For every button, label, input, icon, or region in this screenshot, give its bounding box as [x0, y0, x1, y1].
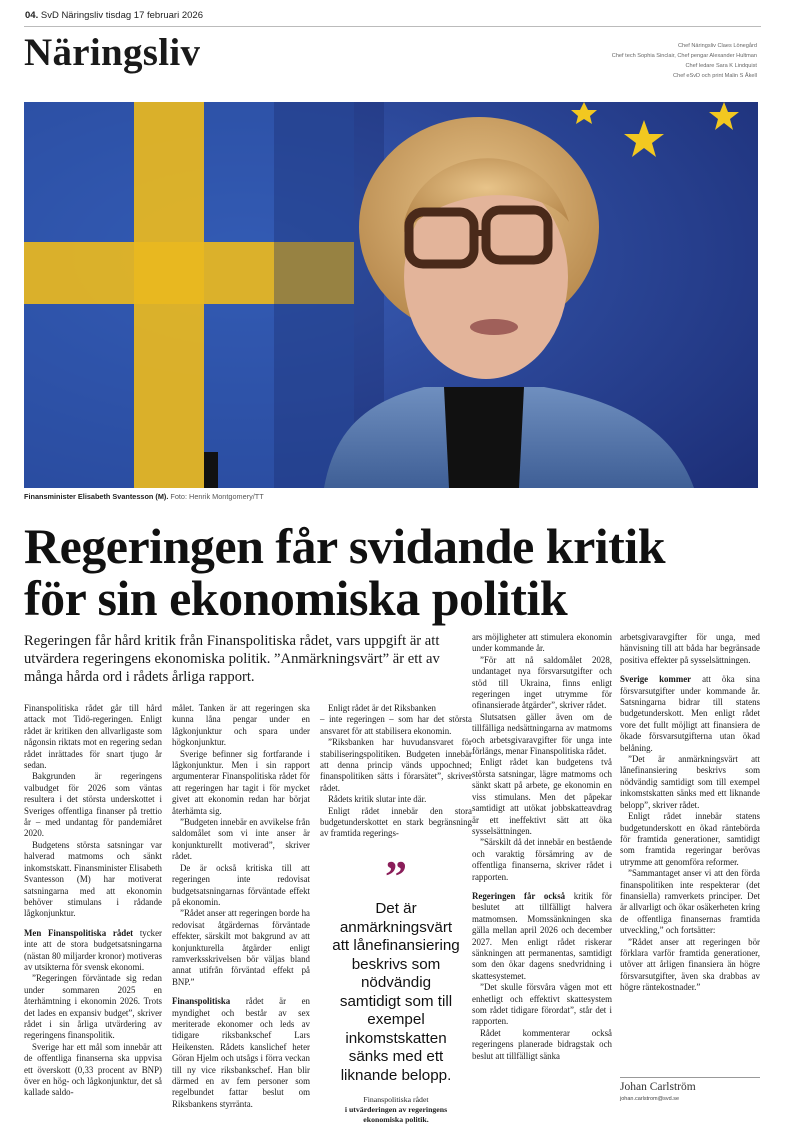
paragraph: De är också kritiska till att regeringen inte redovisat budgetsatsningarnas förväntade effekt på ekonomin.	[172, 862, 310, 907]
byline-rule	[620, 1077, 760, 1078]
paragraph: ”Rådet anser att regeringen borde ha redovisat åtgärdernas förväntade effekter, särskilt mot bakgrund av att konjunkturella åtgärder enligt ramverksskrivelsen bör väljas bland annat utifrån förväntad effekt på BNP.”	[172, 908, 310, 987]
top-rule	[24, 26, 761, 27]
paragraph: ”Riksbanken har huvudansvaret för stabiliseringspolitiken. Budgeten innebär att denna princip vänds uppochned; finanspolitiken sätts i förarsätet”, skriver rådet.	[320, 737, 472, 793]
editor-credits	[612, 41, 757, 81]
paragraph: – inte regeringen – som har det största ansvaret för att stabilisera ekonomin.	[320, 714, 472, 736]
subhead-lead: Finanspolitiska	[172, 996, 231, 1007]
paragraph-text: kritik för beslutet att tillfälligt halvera matmomsen. Momssänkningen ska gälla mellan april 2026 och december 2027. Men enligt rådet riskerar sänkningen att permanentas, samtidigt som den ökar dagens snedvridning i skattesystemet.	[472, 890, 613, 981]
paragraph: arbetsgivaravgifter för unga, med hänvisning till att båda har begränsade positiva effekter på sysselsättningen.	[620, 632, 760, 665]
pull-quote	[330, 852, 462, 1125]
body-column-1	[24, 703, 162, 1099]
body-column-5	[620, 632, 760, 994]
paragraph: ”Det skulle försvåra vägen mot ett enhetligt och effektivt skattesystem som rådet tidigare förordat”, står det i rapporten.	[472, 982, 612, 1027]
caption-text: Finansminister Elisabeth Svantesson (M).	[24, 492, 169, 501]
paragraph: Enligt rådet är det Riksbanken	[328, 703, 436, 713]
subhead-lead: Men Finanspolitiska rådet	[24, 927, 134, 938]
paragraph: Rådet kommenterar också regeringens planerade bidragstak och beslut att tillfälligt sänka	[472, 1027, 612, 1061]
quote-text: Det är anmärkningsvärt att lånefinansiering beskrivs som nödvändig samtidigt som till exempel inkomstskatten sänks med ett liknande belopp.	[332, 900, 460, 1084]
credit-line: Chef Näringsliv Claes Lönegård	[678, 43, 757, 49]
body-column-3	[320, 703, 472, 840]
paragraph: målet. Tanken är att regeringen ska kunna låna pengar under en lågkonjunktur och spara under högkonjunktur.	[172, 703, 310, 748]
paragraph	[24, 928, 162, 974]
paragraph: Enligt rådet kan budgetens två största satsningar, lägre matmoms och sänkt skatt på arbete, ge ekonomin en viss stimulans. Men det påpekar samtidigt att utökat jobbskatteavdrag är ett ineffektivt sätt att öka sysselsättningen.	[472, 757, 612, 836]
body-column-2	[172, 703, 310, 1110]
photo-caption	[24, 492, 264, 501]
headline-line: Regeringen får svidande kritik	[24, 518, 666, 574]
quote-source-name: Finanspolitiska rådet	[363, 1095, 429, 1104]
headline-line: för sin ekonomiska politik	[24, 570, 568, 626]
byline: Johan Carlström	[620, 1081, 696, 1093]
ingress: Regeringen får hård kritik från Finanspolitiska rådet, vars uppgift är att utvärdera regeringens ekonomiska politik. ”Anmärkningsvärt” är ett av många hårda ord i rådets årliga rapport.	[24, 633, 440, 685]
quote-source-context: i utvärderingen av regeringens ekonomiska politik.	[344, 1105, 448, 1124]
paragraph-text: rådet är en myndighet och består av sex meriterade ekonomer och leds av tidigare riksbankschef Lars Heikensten. Rådets kanslichef heter Göran Hjelm och utsågs i förra veckan till ny vice riksbankschef. Han blir därmed en av fem personer som regelbundet fattar beslut om Riksbankens styrränta.	[172, 996, 310, 1109]
credit-line: Chef ledare Sara K Lindquist	[685, 63, 757, 69]
body-column-4	[472, 632, 612, 1062]
publication-date: SvD Näringsliv tisdag 17 februari 2026	[40, 10, 203, 21]
credit-line: Chef eSvD och print Malin S Åkell	[673, 73, 757, 79]
paragraph: ”Budgeten innebär en avvikelse från saldomålet som vi inte anser är konjunkturellt motiverad”, skriver rådet.	[172, 817, 310, 862]
paragraph: Finanspolitiska rådet går till hård attack mot Tidö-regeringen. Enligt rådet är kritiken den allvarligaste som någonsin riktats mot en regering sedan rådet inrättades för snart tjugo år sedan.	[24, 703, 162, 771]
paragraph	[472, 891, 612, 982]
photo-credit: Foto: Henrik Montgomery/TT	[170, 492, 264, 501]
paragraph	[620, 674, 760, 754]
publication-line	[25, 10, 203, 21]
headline	[24, 520, 764, 624]
page-number: 04.	[25, 10, 39, 21]
paragraph: ”Sammantaget anser vi att den förda finanspolitiken inte respekterar (det finansiella) ramverkets principer. Det är allvarligt och ökar osäkerheten kring de offentliga finansernas framtida utveckling,” och fortsätter:	[620, 868, 760, 936]
paragraph-text: tycker inte att de stora budgetsatsningarna (nästan 80 miljarder kronor) motiveras av utsikterna för svensk ekonomi.	[24, 927, 162, 972]
paragraph-text: att öka sina försvarsutgifter under kommande år. Satsningarna bidrar till statens budgetunderskott. Men enligt rådet vore det fullt möjligt att finansiera de ökade försvarsutgifterna utan ökad belåning.	[620, 674, 760, 753]
paragraph: Bakgrunden är regeringens valbudget för 2026 som väntas resultera i det största underskottet i Sveriges offentliga finanser på trettio år – med undantag för pandemiåret 2020.	[24, 771, 162, 839]
subhead-lead: Regeringen får också	[472, 890, 566, 901]
article-photo	[24, 102, 758, 488]
section-title: Näringsliv	[24, 31, 201, 74]
paragraph: Sverige befinner sig fortfarande i lågkonjunktur. Men i sin rapport argumenterar Finanspolitiska rådet för att regeringen har tagit i för mycket givet att ekonomin redan har börjat återhämta sig.	[172, 748, 310, 816]
subhead-lead: Sverige kommer	[620, 674, 692, 685]
paragraph: Slutsatsen gäller även om de tillfälliga nedsättningarna av matmoms och arbetsgivaravgifter för unga inte förlängs, menar Finanspolitiska rådet.	[472, 711, 612, 757]
paragraph: Budgetens största satsningar var halverad matmoms och sänkt inkomstskatt. Finansminister Elisabeth Svantesson (M) har motiverat satsningarna med att ekonomin behöver stimulans i rådande lågkonjunktur.	[24, 839, 162, 919]
quote-mark-icon: ”	[385, 852, 407, 901]
paragraph: Rådets kritik slutar inte där.	[328, 794, 427, 805]
paragraph: ”Rådet anser att regeringen bör förklara varför framtida generationer, utöver att årligen finansiera än högre försvarsutgifter, även ska drabbas av högre räntekostnader.”	[620, 936, 760, 993]
byline-email[interactable]: johan.carlstrom@svd.se	[620, 1096, 680, 1102]
quote-source	[330, 1095, 462, 1125]
paragraph: Enligt rådet innebär statens budgetunderskott en ökad räntebörda för framtida generationer, samtidigt som framtida regeringar berövas utrymme att genomföra reformer.	[620, 811, 760, 867]
paragraph: ”Det är anmärkningsvärt att lånefinansiering beskrivs som nödvändig samtidigt som till exempel inkomstskatten sänks med ett liknande belopp”, skriver rådet.	[620, 754, 760, 810]
credit-line: Chef tech Sophia Sinclair, Chef pengar Alexander Hultman	[611, 53, 757, 59]
paragraph	[172, 996, 310, 1110]
paragraph: ”För att nå saldomålet 2028, undantaget nya försvarsutgifter och stöd till Ukraina, finns enligt regeringen inget utrymme för ofinansierade åtgärder”, skriver rådet.	[472, 654, 612, 711]
paragraph: ars möjligheter att stimulera ekonomin under kommande år.	[472, 632, 612, 654]
paragraph: Enligt rådet innebär den stora budgetunderskottet en stark begränsning av framtida regerings-	[320, 805, 472, 839]
paragraph: ”Särskilt då det innebär en bestående och varaktig försämring av de offentliga finanserna, skriver rådet i rapporten.	[472, 837, 612, 882]
paragraph: ”Regeringen förväntade sig redan under sommaren 2025 en återhämtning i ekonomin 2026. Trots det lades en expansiv budget”, skriver rådet i sin årliga utvärdering av regeringens finanspolitik.	[24, 973, 162, 1041]
paragraph: Sverige har ett mål som innebär att de offentliga finanserna ska uppvisa ett överskott (0,33 procent av BNP) över en hög- och lågkonjunktur, det så kallade saldo-	[24, 1041, 162, 1098]
